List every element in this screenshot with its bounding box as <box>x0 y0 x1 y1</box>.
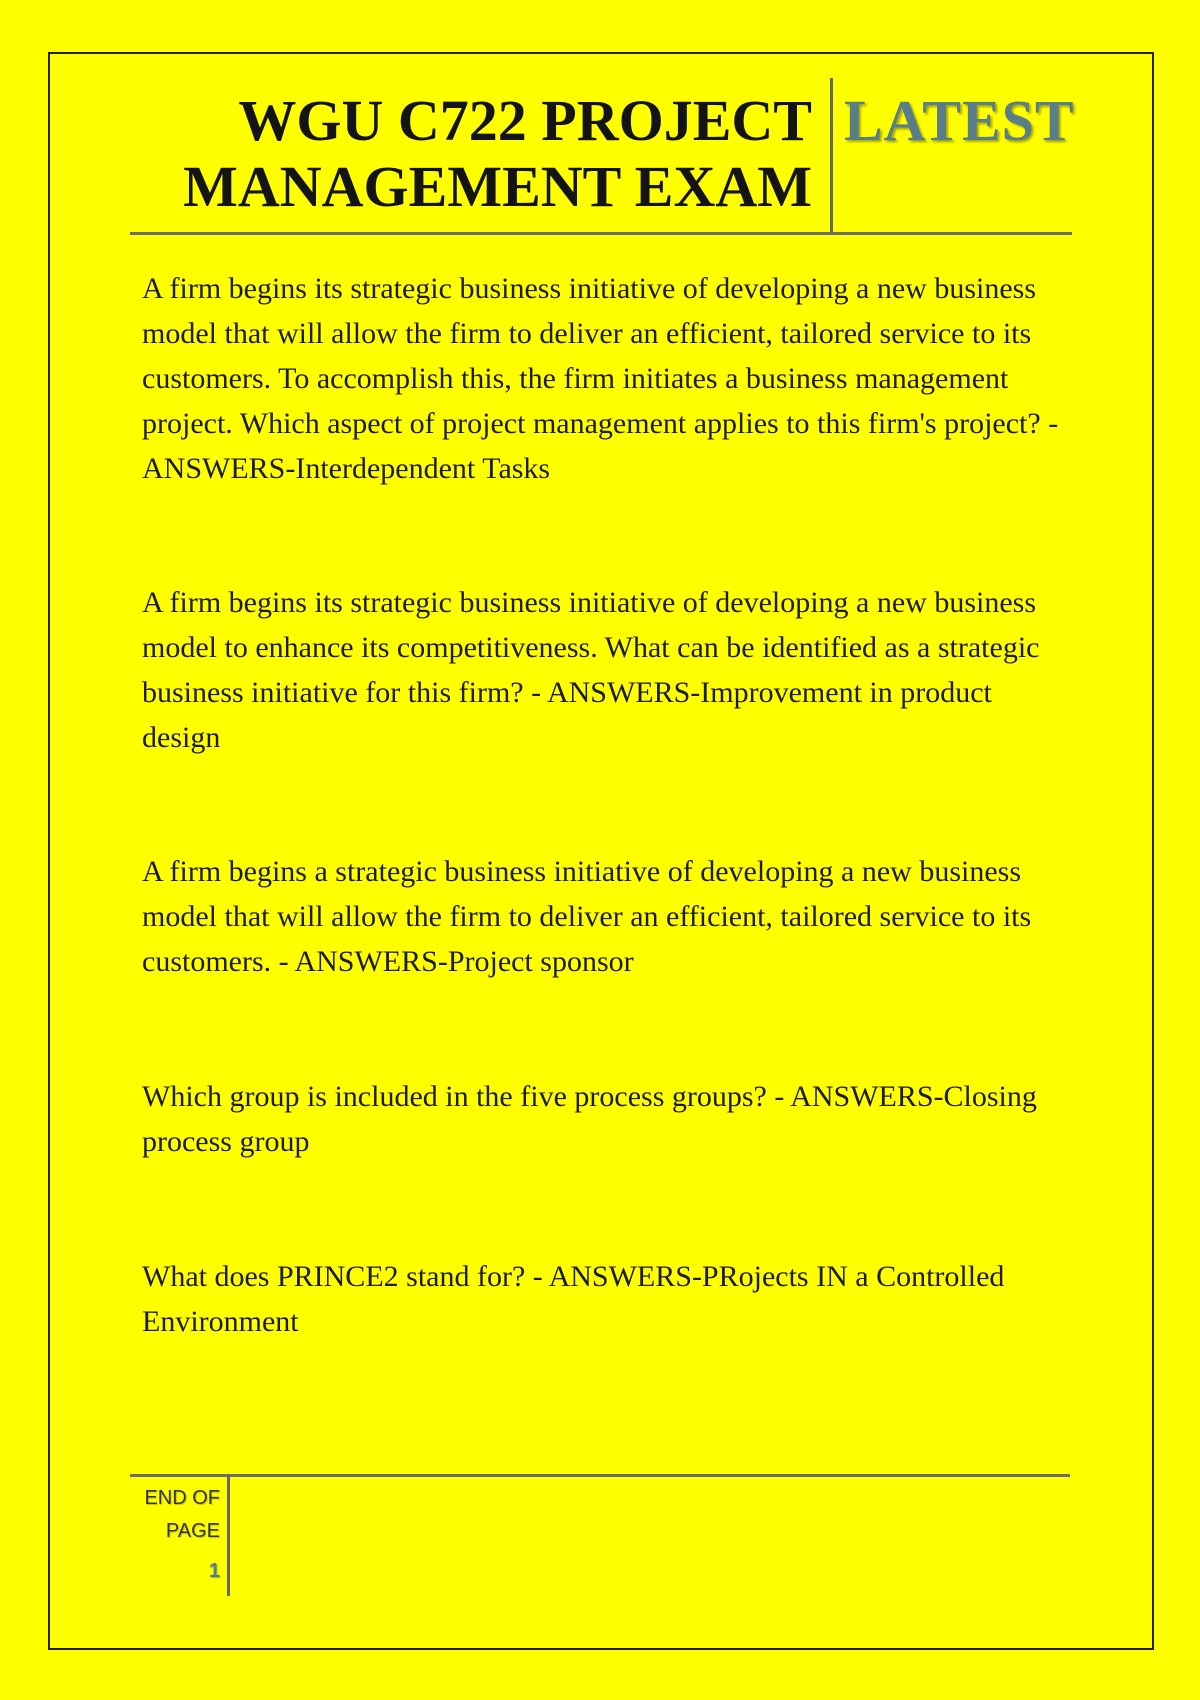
title-line-1: WGU C722 PROJECT <box>238 88 812 153</box>
document-header <box>130 78 1075 233</box>
header-rule <box>130 232 1072 235</box>
qa-item: A firm begins its strategic business initiative of developing a new business model that will allow the firm to deliver an efficient, tailored service to its customers. To accomplish this, the firm initiates a business management project. Which aspect of project management applies to this firm's project? - ANSWERS-Interdependent Tasks <box>142 272 1059 485</box>
qa-item: A firm begins its strategic business initiative of developing a new business model to enhance its competitiveness. What can be identified as a strategic business initiative for this firm? - ANSWERS-Improvement in product design <box>142 586 1040 754</box>
page-title <box>183 88 812 220</box>
footer-divider <box>227 1474 230 1596</box>
footer-rule <box>130 1474 1070 1477</box>
qa-item: Which group is included in the five process groups? - ANSWERS-Closing process group <box>142 1080 1037 1158</box>
footer-label <box>130 1482 220 1548</box>
latest-badge: LATEST <box>844 88 1075 153</box>
title-line-2: MANAGEMENT EXAM <box>183 154 812 219</box>
qa-item: A firm begins a strategic business initiative of developing a new business model that will allow the firm to deliver an efficient, tailored service to its customers. - ANSWERS-Project sponsor <box>142 855 1032 978</box>
page-number: 1 <box>208 1560 220 1582</box>
footer-label-line-1: END OF <box>144 1487 220 1509</box>
qa-item: What does PRINCE2 stand for? - ANSWERS-PRojects IN a Controlled Environment <box>142 1260 1005 1338</box>
footer-label-line-2: PAGE <box>165 1520 220 1542</box>
header-divider <box>830 78 833 233</box>
